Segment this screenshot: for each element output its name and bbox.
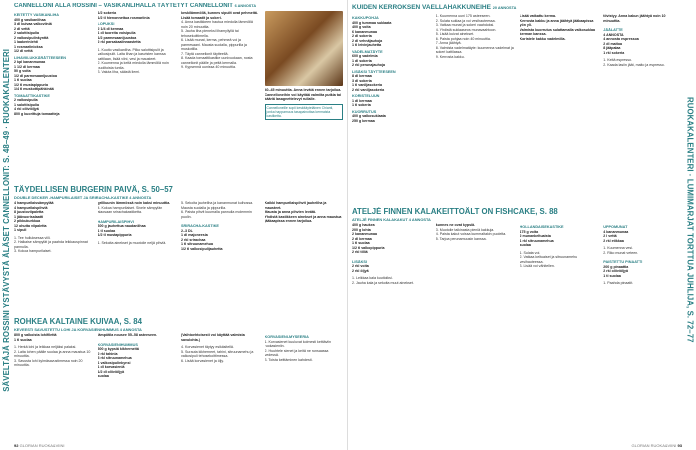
ingredient-line: 3 rkl sitruunamehua — [97, 356, 132, 360]
ingredient-line: 2 rkl oliiviöljyä — [603, 269, 629, 273]
recipe-burger — [14, 185, 343, 315]
section-heading: PAISTETTU PINAATTI — [603, 260, 643, 264]
fishcake-col-2 — [436, 223, 515, 286]
section-heading: LIHAVIILUKKÄRÄTTEESEEN — [14, 55, 67, 60]
ingredient-line: Kerrosta kakku ja anna jäähtyä jääkaapissa yön yli. — [519, 18, 594, 27]
ingredient-line: 800 g kuorittuja tomaatteja — [14, 111, 60, 116]
method-step: 6. Paista pihvit kuumalla pannulla molemmin puolin. — [181, 210, 252, 219]
ingredient-line: 1/2 sokeria — [97, 11, 117, 15]
method-step: 2. Riko munat veteen. — [603, 250, 639, 255]
ingredient-line: 40–45 minuuttia. Anna levätä ennen tarjoilua. — [264, 88, 342, 92]
section-heading: KUORRUTUS — [352, 109, 377, 114]
ingredient-line: 4 annosta espressoa — [603, 37, 639, 41]
cake-col-4 — [603, 14, 682, 123]
ingredient-line: 1 valkosipulinkynsi — [97, 360, 131, 365]
method-step: 8. Kaada tomaattikastike uunivuokaan, nosta cannellonit päälle ja peitä kermalla. — [181, 56, 253, 65]
ingredient-line: 2 l vettä — [603, 234, 617, 238]
method-step: 5. Surauta kikherneet, tahini, sitruunamehu ja valkosipuli tehosekoittimessa. — [181, 349, 254, 358]
ingredient-line: 2 pikkukurkkua — [14, 219, 41, 223]
method-step: 4. Korvasienet täytyy esikäsitellä. — [181, 345, 234, 349]
ingredient-line: 1 tl suolaa — [97, 228, 116, 233]
recipe-salmon — [14, 317, 343, 437]
burger-col-4 — [265, 201, 344, 254]
right-content — [352, 3, 682, 438]
ingredient-line: 2 rkl etikkaa — [603, 238, 624, 243]
section-heading: LOPUKSI — [97, 22, 115, 26]
ingredient-line: 1 salottisipulia — [14, 102, 39, 107]
method-step: 5. Lisää kuivat ainekset. — [435, 32, 475, 36]
method-step: 3. Toista keittäminen kahdesti. — [264, 357, 313, 362]
ingredient-line: 1 rkl sokeria — [603, 50, 625, 55]
ingredient-line: 2 kananmunaa — [352, 232, 377, 236]
burger-subtitle: DOUBLE DECKER -HAMPURILAISET JA SRIRACHA-KASTIKE 4 ANNOSTA — [14, 195, 152, 200]
ingredient-line: suolaa — [519, 243, 531, 247]
ingredient-line: 4 ANNOSTA — [603, 32, 624, 37]
ingredient-line: 1 1/2 dl kermaa — [14, 64, 40, 69]
method-step: 1. Sulata voi. — [519, 250, 541, 255]
method-step: 5. Tarjoa perunamuusin kanssa. — [435, 236, 487, 241]
method-step: 9. Kerrosta kakku. — [435, 54, 465, 59]
ingredient-line: 800 g valkoista lohifilettä — [14, 333, 57, 337]
ingredient-line: 2 rkl parsakaalinraastetta — [97, 40, 141, 44]
ingredient-line: (Vaihtoehtoisesti voi käyttää valmista savulohta.) — [181, 333, 245, 342]
ingredient-line: 1 tl suolaa — [14, 337, 32, 342]
method-step: 2. Vatkaa keltuaiset ja sitruunamehu vesihauteessa. — [519, 255, 578, 264]
ingredient-line: 1 tl suolaa — [603, 273, 621, 278]
fishcake-col-1 — [352, 223, 431, 286]
ingredient-line: 1 dl majoneesia — [181, 233, 208, 237]
method-step: 4. Paista kakut voissa kummaltakin puolelta. — [435, 232, 507, 236]
section-heading: KORVASIENIHUMMUS — [97, 342, 138, 347]
salmon-subtitle: KEVEESTI SAVUSTETTU LOHI JA KORVASIENIHUMMUS 4 ANNOSTA — [14, 327, 142, 332]
ingredient-line: Cannelloneihin voi käyttää valmiita putkia tai kääriä lasagnettelevyt rullalle. — [264, 92, 341, 101]
salmon-col-2 — [98, 333, 177, 379]
ingredient-line — [98, 215, 177, 218]
ingredient-line: 2 dl vehnäjauhoja — [352, 38, 383, 43]
ingredient-line — [603, 23, 682, 26]
method-step: 1. Leikkaa kala kuutioiksi. — [352, 276, 393, 280]
ingredient-line: 2 rkl öljyä — [352, 268, 369, 273]
ingredient-line: Kaikki hampurilaispihvit jauheliha ja mausteet. — [264, 201, 327, 210]
fishcake-title: ATELJÉ FINNEN KALAKEITTOÄLT ON FISHCAKE, S. 88 — [352, 207, 558, 216]
method-step: 2. Halkaise sämpylät ja paahda leikkauspinnat pannulla. — [14, 240, 88, 249]
ingredient-line: suolaa — [97, 374, 109, 378]
ingredient-line: 2 rkl perunajauhoja — [352, 63, 385, 67]
method-step: 1. Sekoita ainekset ja muotoile neljä pihviä. — [97, 240, 167, 245]
method-step: 2. Huuhtele sienet ja keitä ne runsaassa vedessä. — [264, 348, 329, 357]
ingredient-line: 1 dl korvasieniä — [97, 365, 125, 369]
ingredient-line: 400 g voita — [352, 25, 371, 29]
ingredient-line: Mausta ja anna pihvien levätä. — [264, 210, 317, 214]
recipe-cake — [352, 3, 682, 203]
ingredient-line: grilliuunin lämmössä noin kaksi minuuttia. — [97, 201, 171, 205]
method-step: 2. Laita lohen päälle suolaa ja anna maustua 10 minuuttia. — [14, 349, 91, 358]
method-step: 1. Korvasienet kuuluvat kolmesti keittäviin ruokasieniin. — [264, 339, 332, 348]
ingredient-line — [98, 338, 177, 341]
ingredient-line: 2 rkl vaniljasokeria — [352, 87, 385, 92]
cannelloni-photo — [265, 11, 344, 86]
method-step: 8. Valmista vadelmatäyte: kuumenna vadelmat ja sokeri kattilassa. — [435, 45, 514, 54]
ingredients-col-2 — [98, 11, 177, 120]
ingredient-line: 1 tl suolaa — [352, 241, 370, 245]
ingredient-line: 1/2 dl oliiviöljyä — [97, 369, 125, 374]
right-page — [348, 0, 696, 450]
ingredient-line: 250 g kermaa — [352, 118, 375, 123]
ingredient-line: 1/2 parmesaanijuustoa — [97, 35, 137, 40]
salmon-title: ROHKEA KALTAINE KUIVAA, S. 84 — [14, 317, 142, 326]
section-heading: KORISTELUUN — [352, 94, 380, 98]
method-step: 3. Lisää voi vähitellen. — [519, 264, 555, 268]
method-step: 4. Anna kastikkeen hautua miedolla lämmöllä noin 20 minuuttia. — [181, 20, 253, 29]
method-step: 7. Täytä cannellonit täytteellä. — [181, 51, 229, 56]
fishcake-col-4 — [603, 223, 682, 286]
section-heading: JÄÄLATTE — [603, 28, 623, 32]
salmon-col-4 — [265, 333, 344, 379]
section-heading: KORVASIENI-MYSEERIA — [264, 335, 309, 339]
ingredient-line: 2 rkl srirachaa — [181, 237, 206, 242]
method-step: 5. Sekoita jauheliha ja kananmunat kulhossa. Mausta suolalla ja pippurilla. — [181, 201, 254, 210]
method-step: 6. Lisää munat, kerma, pehmeä voi ja parmesaani. Mausta suolalla, pippurilla ja muskotilla. — [181, 38, 247, 51]
ingredient-line: 1/2 dl parmesaanijuustoa — [14, 73, 57, 78]
recipe-cannelloni — [14, 3, 343, 183]
method-step: 2. Kuumenna ja keitä miedolla lämmöllä noin puolitoista tuntia. — [97, 61, 169, 70]
method-step: 2. Sulata suklaa ja voi vesihauteessa. — [435, 18, 496, 23]
ingredient-line: 1 rosmariinioksa — [14, 44, 43, 49]
ingredient-line: 4 hampurilaispihviä — [14, 205, 48, 210]
method-step: 5. Jauha liha pieneksi lihamyllyllä tai tehosekoittimella. — [181, 29, 239, 38]
ingredient-line: 1 dl sokeria — [352, 58, 372, 63]
section-heading: SRIRACHA-KASTIKE — [181, 224, 219, 228]
burger-col-2 — [98, 201, 177, 254]
ingredient-line: 2 dl kermaa — [352, 236, 372, 241]
method-step: 3. Vatkaa munat ja sokeri vaahdoksi. — [435, 23, 495, 27]
ingredient-line: 1/4 tl muskottipähkinää — [14, 87, 54, 91]
method-step: 1. Kuumenna vesi. — [603, 246, 634, 250]
ingredient-line: Valmista kuorrutus sulattamalla valkosuklaa kerman kanssa. — [519, 27, 596, 36]
method-step: 1. Kuumenna uuni 175 asteeseen. — [435, 14, 491, 18]
method-step: 3. Savusta lohi kylmäsavustimessa noin 20 minuuttia. — [14, 358, 83, 367]
ingredients-col-1 — [14, 11, 93, 120]
section-heading: KAKKUPOHJA — [352, 16, 379, 20]
method-step: 6. Lisää korvasienet ja öljy. — [181, 358, 224, 363]
ingredient-line: 1 laakerinlehti — [14, 40, 38, 44]
ingredient-line: 2 munankeltuaista — [519, 234, 551, 238]
wine-note: Cannelloneille sopii keskitäyteläinen Chianti, jonka happamuus tasapainottaa kermaista kastiketta. — [265, 104, 344, 121]
ingredient-line — [352, 255, 431, 258]
ingredient-line: Yhdistä kastikkeen ainekset ja anna maustua jääkaapissa ennen tarjoilua. — [264, 214, 342, 223]
ingredient-line: 1/2 tl hienonnettua rosmariinia — [97, 15, 150, 20]
section-heading: TOMAATTIKASTIKE — [14, 93, 50, 98]
ingredient-line: 2 rkl tilliä — [352, 250, 368, 254]
ingredient-line: 1 dl tuoreita voisipulia — [97, 31, 136, 35]
ingredient-line: 600 g jauhettua naudanlihaa — [97, 224, 146, 228]
ingredient-line: 400 g valkosuklaata — [352, 114, 386, 118]
ingredient-line: 2–3 DL — [181, 228, 193, 233]
photo-col — [265, 11, 344, 120]
method-step: 4. Kokoa hampurilaiset. Sivele sämpylän alaosaan srirachakastiketta. — [97, 205, 163, 214]
ingredient-line: 1 rkl sitruunamehua — [519, 238, 554, 243]
ingredient-line: 1 tl suolaa — [14, 78, 32, 82]
ingredient-line: 3 dl kuivaa valkoviiniä — [14, 22, 52, 26]
right-footer: GLORIAN RUOKA&VIINI 93 — [631, 443, 682, 448]
fishcake-col-3 — [520, 223, 599, 286]
ingredient-line: 2 valkosipulinkynttä — [14, 35, 49, 40]
left-footer: 92 GLORIAN RUOKA&VIINI — [14, 443, 65, 448]
section-heading: UPPOMUNAT — [603, 225, 628, 229]
ingredient-line: 1 jäävuorisalaatti — [14, 214, 44, 219]
ingredient-line: 1/2 tl mustapippuria — [14, 82, 48, 87]
method-step: 1. Paahda pinaatit. — [603, 281, 634, 285]
method-step: 3. Muotoile taikinasta pieniä kakkuja. — [435, 227, 495, 232]
right-side-banner: RUOKAKALENTERI · LUMIMARJAT TORTTUA JUHLIJA, S. 72–77 — [685, 97, 695, 343]
ingredient-line: 400 g vasikanlihaa — [14, 17, 46, 22]
ingredient-line: Lisää vatkattu kerma. — [519, 14, 557, 18]
ingredient-line: 2 salottisipulia — [14, 31, 39, 35]
ingredient-line — [181, 219, 260, 222]
ingredient-line: 12 ohutta viipaletta — [14, 223, 47, 228]
section-heading: VADELMATÄYTE — [352, 49, 383, 54]
ingredient-line: 1/2 dl vettä — [14, 49, 33, 53]
method-step: 1. Herkä lohi ja leikkaa neljäksi palaksi. — [14, 345, 77, 349]
ingredient-line: 2 1/4 dl kermaa — [97, 26, 124, 31]
ingredient-line: 1 tl vaniljasokeria — [352, 83, 382, 87]
ingredient-line: 2 dl sokeria — [352, 34, 372, 38]
recipe-title: CANNELLONI ALLA ROSSINI – VASIKANLIHALLA TÄYTETYT CANNELLONIT 6 ANNOSTA — [14, 3, 257, 9]
ingredient-line: keskilämmöllä, kunnes sipulit ovat pehmeitä. Lisää tomaatit ja sokeri. — [181, 11, 258, 20]
ingredient-line: 1 tl sitruunamehua — [181, 242, 213, 246]
section-heading: KEITETTY VASIKANLIHA — [14, 13, 60, 17]
section-heading: HAMPURILAISPIHVI — [97, 219, 134, 224]
section-heading: LISÄKSI — [352, 259, 367, 264]
ingredient-line: 200 g pinaattia — [603, 264, 629, 269]
salmon-col-1 — [14, 333, 93, 379]
ingredient-line: 1 tl leivinjauhetta — [352, 43, 382, 47]
ingredient-line: 2 rkl tahinia — [97, 351, 118, 356]
ingredient-line: 175 g voita — [519, 229, 539, 234]
ingredient-line: 4 kananmunaa — [603, 229, 629, 234]
ingredient-line: 2 rkl voita — [352, 264, 369, 268]
ingredient-line: 2 kpl kananmunaa — [14, 60, 46, 64]
method-step: 6. Paista pohjaa noin 40 minuuttia. — [435, 36, 491, 41]
method-step: 3. Kokoa hampurilaiset. — [14, 249, 52, 253]
section-heading: LISÄKSI TÄYTTEESEEN — [352, 69, 396, 74]
ingredient-line: 8 juustoviipaletta — [14, 210, 44, 214]
ingredient-line: lämpötila nousee 55–58 asteeseen. — [97, 333, 158, 337]
method-step: 2. Kaada lasiin jäät, maito ja espresso. — [603, 62, 665, 67]
method-step: 7. Anna jäähtyä. — [435, 41, 462, 45]
cake-title: KUIDEN KERROKSEN VAELLAHAKKUNEIHE 20 ANNOSTA — [352, 4, 517, 11]
ingredient-line: Koristele kakku vadelmilla. — [519, 36, 566, 41]
ingredient-line: 600 g vadelmia — [352, 54, 378, 58]
burger-col-3 — [181, 201, 260, 254]
ingredient-line: 1/2 tl valkosipulijauhetta — [181, 246, 223, 251]
cake-col-2 — [436, 14, 515, 123]
ingredient-line: 1 sipuli — [14, 228, 27, 232]
method-step: 1. Kuutio vasikanliha. Pilko salottisipulit ja valkosipulit. Laita lihan ja kasvisten kanssa kattilaan, lisää viini, vesi ja mausteet. — [97, 47, 166, 61]
cake-col-1 — [352, 14, 431, 123]
left-side-banner: SÄVELTÄJÄ ROSSINI YSTÄVYSTÄ ÄLÄSET CANNELLONIT: S. 48–49 · RUOKAKALENTERI — [1, 48, 11, 392]
fishcake-subtitle: ATELJÉ FINNEN KALAKAKUT 4 ANNOSTA — [352, 217, 431, 222]
ingredient-line: 8 dl kermaa — [352, 74, 372, 78]
ingredient-line: 300 g kypsiä kikherneitä — [97, 347, 139, 351]
ingredient-line: 50 g voita — [14, 69, 31, 73]
salmon-col-3 — [181, 333, 260, 379]
ingredient-line: 2 dl vettä — [14, 26, 30, 31]
ingredient-line: 3 dl sokeria — [352, 78, 372, 83]
ingredient-line: 2 dl maitoa — [603, 41, 623, 46]
ingredient-line: 1/2 tl mustapippuria — [97, 233, 132, 237]
method-col-3 — [181, 11, 260, 120]
ingredient-line: 4 hampurilaissämpylää — [14, 201, 54, 205]
ingredient-line: 1 tl sokeria — [352, 103, 371, 107]
ingredient-line: 400 g haukea — [352, 223, 375, 227]
method-step: 1. Keitä espresso. — [603, 58, 633, 62]
ingredient-line: 400 g tummaa suklaata — [352, 20, 392, 25]
ingredient-line: 1/2 tl valkopippuria — [352, 245, 385, 250]
left-content — [14, 3, 343, 438]
method-step: 2. Jauha kala ja sekoita muut ainekset. — [352, 280, 414, 285]
ingredient-line: kunnes ne ovat kypsiä. — [435, 223, 476, 227]
method-step: 1. Tee hulluksessa viili. — [14, 235, 51, 240]
method-step: 9. Kypsennä uunissa 40 minuuttia. — [181, 65, 236, 69]
ingredient-line: 6 kananmunaa — [352, 29, 377, 34]
section-heading: HOLLANDAISEKASTIKE — [519, 225, 564, 229]
method-step: 3. Valuta liha, säästä liemi. — [97, 70, 140, 74]
recipe-fishcake — [352, 207, 682, 437]
ingredient-line: tiivistyy. Anna kakun jäähtyä noin 10 minuuttia. — [603, 14, 666, 23]
ingredient-line: 200 g lohta — [352, 227, 371, 232]
ingredient-line — [603, 255, 682, 258]
burger-col-1 — [14, 201, 93, 254]
method-step: 4. Yhdistä suklaaseos munavaahtoon. — [435, 27, 497, 32]
ingredient-line: 1 dl kermaa — [352, 98, 372, 103]
ingredient-line: 2 valkosipulia — [14, 98, 38, 102]
ingredient-line: 8 jääpalaa — [603, 46, 621, 50]
burger-title: TÄYDELLISEN BURGERIN PAIVÄ, S. 50–57 — [14, 185, 173, 194]
cake-col-3 — [520, 14, 599, 123]
ingredient-line: 4 rkl oliiviöljyä — [14, 107, 39, 111]
